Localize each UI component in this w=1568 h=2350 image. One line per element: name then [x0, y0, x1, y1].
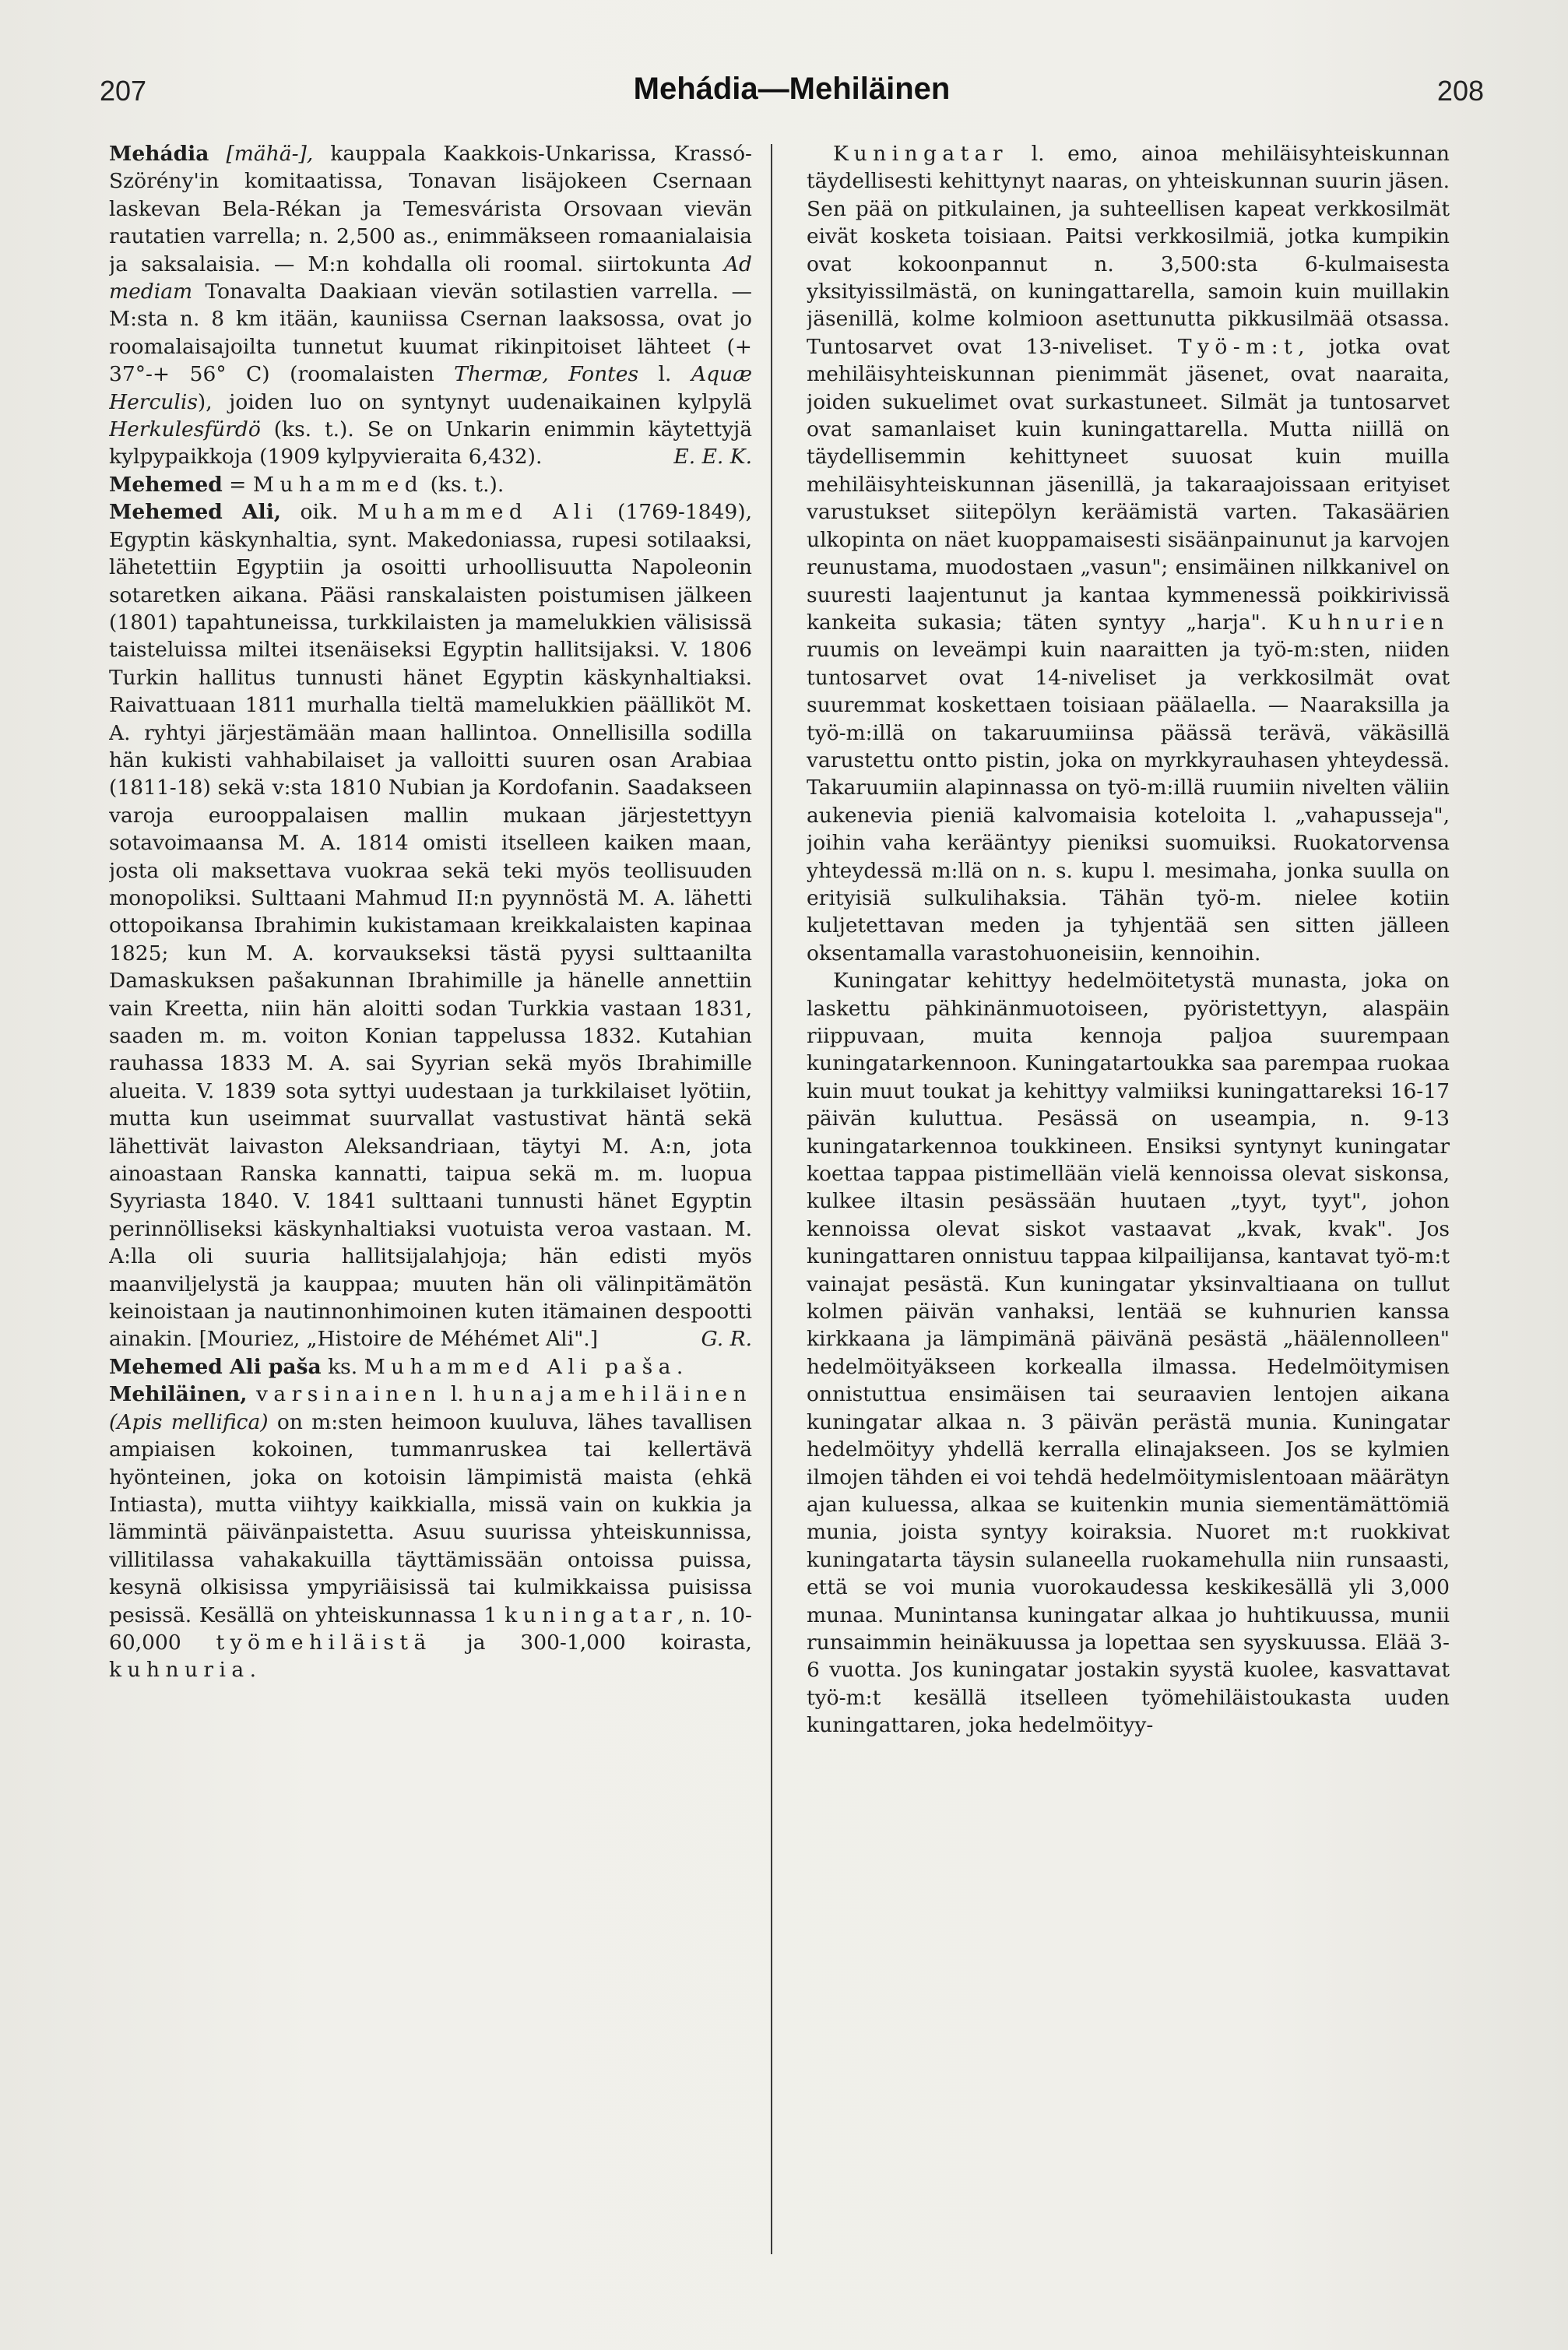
entry-text: .: [676, 1354, 684, 1379]
entry-text: on m:sten heimoon kuuluva, lähes tavallisen ampiaisen kokoinen, tummanruskea tai kellertävä hyönteinen, joka on kotoisin lämpimistä maista (ehkä Intiasta), mutta viihtyy kaikkialla, missä vain on kukkia ja lämmintä päivänpaistetta. Asuu suurissa yhteiskunnissa, villitilassa vahakakuilla täyttämissään ontoissa puissa, kesynä olkisissa ympyriäisissä tai kulmikkaissa puisissa pesissä. Kesällä on yhteiskunnassa 1: [109, 1409, 752, 1627]
paragraph-kuningatar: [807, 140, 1450, 967]
spaced-term: työmehiläistä: [216, 1630, 432, 1655]
entry-text: =: [222, 472, 253, 497]
entry-text: l.: [441, 1382, 473, 1407]
entry-text: , n. 10-60,000: [109, 1602, 752, 1655]
latin-term: Aquæ Herculis: [109, 362, 752, 414]
latin-term: Thermæ, Fontes: [454, 362, 639, 387]
cross-reference: Muhammed: [252, 472, 424, 497]
spaced-term: kuningatar: [505, 1602, 677, 1627]
latin-species: (Apis mellifica): [109, 1409, 269, 1434]
entry-text: ), joiden luo on syntynyt uudenaikainen kylpylä: [197, 389, 752, 414]
entry-mehadia: [109, 140, 752, 471]
entry-text: Tonavalta Daakiaan vievän sotilastien varrella. — M:sta n. 8 km itään, kauniissa Csernan laaksossa, ovat jo roomalaisajoilta tunnetut kuumat rikinpitoiset lähteet (+ 37°-+ 56° C) (roomalaisten: [109, 280, 752, 387]
headword: Mehádia: [109, 142, 209, 166]
paragraph-kehitys: Kuningatar kehittyy hedelmöitetystä munasta, joka on laskettu pähkinänmuotoiseen, pyöristettyyn, alaspäin riippuvaan, muita kennoja paljoa suurempaan kuningatarkennoon. Kuningatartoukka saa parempaa ruokaa kuin muut toukat ja kehittyy valmiiksi kuningattareksi 16-17 päivän kuluttua. Pesässä on useampia, n. 9-13 kuningatarkennoa toukkineen. Ensiksi syntynyt kuningatar koettaa tappaa pistimellään vielä kennoissa olevat siskonsa, kulkee iltasin pesässään huutaen „tyyt, tyyt", johon kennoissa olevat siskot vastaavat „kvak, kvak". Jos kuningattaren onnistuu tappaa kilpailijansa, kantavat työ-m:t vainajat pesästä. Kun kuningatar yksinvaltiaana on tullut kolmen päivän vanhaksi, lentää se kuhnurien kanssa kirkkaana ja lämpimänä päivänä pesästä „häälennolleen" hedelmöityäkseen korkealla ilmassa. Hedelmöitymisen onnistuttua ensimäisen tai seuraavien lentojen aikana kuningatar alkaa n. 3 päivän perästä munia. Kuningatar hedelmöityy yhdellä kerralla elinajakseen. Jos se kylmien ilmojen tähden ei voi tehdä hedelmöitymislentoaan määrätyn ajan kuluessa, alkaa se kuitenkin munia siementämättömiä munia, joista syntyy koiraksia. Nuoret m:t ruokkivat kuningatarta täysin sulaneella ruokamehulla niin runsaasti, että se voi munia vuorokaudessa keskikesällä yli 3,000 munaa. Munintansa kuningatar alkaa jo huhtikuussa, munii runsaimmin heinäkuussa ja lopettaa sen syyskuussa. Elää 3-6 vuotta. Jos kuningatar jostakin syystä kuolee, kasvattavat työ-m:t kesällä itselleen työmehiläistoukasta uuden kuningattaren, joka hedelmöityy-: [807, 969, 1450, 1738]
entry-text: oik.: [280, 500, 357, 525]
entry-mehemed: [109, 471, 752, 498]
right-column: [807, 140, 1450, 2266]
entry-text: ks.: [321, 1354, 364, 1379]
spaced-name: Muhammed Ali: [357, 500, 599, 525]
entry-mehilainen: [109, 1381, 752, 1683]
page-header: [100, 72, 1484, 121]
author-signature: E. E. K.: [673, 445, 752, 470]
cross-reference: Muhammed Ali paša: [364, 1354, 677, 1379]
spaced-term: varsinainen: [256, 1382, 442, 1407]
entry-text: ruumis on leveämpi kuin naaraitten ja työ-m:sten, niiden tuntosarvet ovat 14-niveliset ja verkkosilmät ovat suuremmat koskettaen toisiaan päälaella. — Naaraksilla ja työ-m:illä on takaruumiinsa päässä terävä, väkäsillä varustettu ontto pistin, joka on myrkkyrauhasen yhteydessä. Takaruumiin alapinnassa on työ-m:illä ruumiin nivelten väliin aukenevia pieniä kalvomaisia koteloita l. „vahapusseja", joihin vaha kerääntyy pieniksi suomuiksi. Ruokatorvensa yhteydessä m:llä on n. s. kupu l. mesimaha, jonka suulla on erityisiä sulkulihaksia. Tähän työ-m. nielee kotiin kuljetettavan meden ja tyhjentää sen sitten jälleen oksentamalla varastohuoneisiin, kennoihin.: [807, 638, 1450, 966]
entry-text: kauppala Kaakkois-Unkarissa, Krassó-Szörény'in komitaatissa, Tonavan lisäjokeen Csernaan laskevan Bela-Rékan ja Temesvárista Orsovaan vievän rautatien varrella; n. 2,500 as., enimmäkseen romaanialaisia ja saksalaisia. — M:n kohdalla oli roomal. siirtokunta: [109, 142, 752, 276]
spaced-term: kuhnuria: [109, 1658, 250, 1683]
entry-text: ja 300-1,000 koirasta,: [431, 1630, 752, 1655]
entry-text: (ks. t.).: [424, 472, 505, 497]
spaced-term: Kuningatar: [833, 142, 1008, 166]
headword: Mehiläinen,: [109, 1382, 248, 1407]
latin-term: Ad mediam: [109, 252, 752, 304]
entry-text: l.: [638, 362, 691, 387]
entry-mehemed-ali: [109, 498, 752, 1353]
headword: Mehemed: [109, 472, 223, 497]
headword: Mehemed Ali,: [109, 500, 281, 525]
spaced-term: Työ-m:t: [1177, 334, 1299, 359]
headword: Mehemed Ali paša: [109, 1354, 322, 1379]
pronunciation: [mähä-],: [226, 142, 314, 166]
left-column: [109, 140, 752, 2266]
place-name: Herkulesfürdö: [109, 417, 261, 442]
entry-text: .: [249, 1658, 257, 1683]
spaced-term: hunajamehiläinen: [473, 1382, 752, 1407]
column-divider: [771, 144, 772, 2254]
page-number-right: 208: [1436, 75, 1484, 107]
author-signature: G. R.: [701, 1327, 752, 1352]
entry-text: l. emo, ainoa mehiläisyhteiskunnan täydellisesti kehittynyt naaras, on yhteiskunnan suurin jäsen. Sen pää on pitkulainen, ja suhteellisen kapeat verkkosilmät eivät kosketa toisiaan. Paitsi verkkosilmiä, jotka kumpikin ovat kokoonpannut n. 3,500:sta 6-kulmaisesta yksityissilmästä, on kuningattarella, samoin kuin muillakin jäsenillä, kolme kolmioon asettunutta pikkusilmää otsassa. Tuntosarvet ovat 13-niveliset.: [807, 142, 1450, 359]
entry-text: (1769-1849), Egyptin käskynhaltia, synt. Makedoniassa, rupesi sotilaaksi, lähetettiin Egyptiin ja osoitti urhoollisuutta Napoleonin sotaretken aikana. Pääsi ranskalaisten poistumisen jälkeen (1801) tapahtuneissa, turkkilaisten ja mamelukkien välisissä taisteluissa miltei itsenäiseksi Egyptin hallitsijaksi. V. 1806 Turkin hallitus tunnusti hänet Egyptin käskynhaltiaksi. Raivattuaan 1811 murhalla tieltä mamelukkien päälliköt M. A. ryhtyi järjestämään maan hallintoa. Onnellisilla sodilla hän kukisti vahhabilaiset ja valloitti suuren osan Arabiaa (1811-18) sekä v:sta 1810 Nubian ja Kordofanin. Saadakseen varoja eurooppalaisen mallin mukaan järjestettyyn sotavoimaansa M. A. 1814 omisti itselleen kaiken maan, josta oli maksettava vuokraa sekä teki myös teollisuuden monopoliksi. Sulttaani Mahmud II:n pyynnöstä M. A. lähetti ottopoikansa Ibrahimin kukistamaan kreikkalaisten kapinaa 1825; kun M. A. korvaukseksi tästä pyysi sulttaanilta Damaskuksen pašakunnan Ibrahimille ja hänelle annettiin vain Kreetta, niin hän aloitti sodan Turkkia vastaan 1831, saaden m. m. voiton Konian tappelussa 1832. Kutahian rauhassa 1833 M. A. sai Syyrian sekä myös Ibrahimille alueita. V. 1839 sota syttyi uudestaan ja turkkilaiset lyötiin, mutta kun useimmat suurvallat vastustivat häntä sekä lähettivät laivaston Aleksandriaan, täytyi M. A:n, jota ainoastaan Ranska kannatti, taipua sekä m. m. luopua Syyriasta 1840. V. 1841 sulttaani tunnusti hänet Egyptin perinnölliseksi käskynhaltiaksi vuotuista veroa vastaan. M. A:lla oli suuria hallitsijalahjoja; hän edisti myös maanviljelystä ja kauppaa; muuten hän oli välinpitämätön keinoistaan ja nautinnonhimoinen kuten itämainen despootti ainakin. [Mouriez, „Histoire de Méhémet Ali".]: [109, 500, 752, 1352]
entry-text: , jotka ovat mehiläisyhteiskunnan pienimmät jäsenet, ovat naaraita, joiden sukuelimet ovat surkastuneet. Silmät ja tuntosarvet ovat samanlaiset kuin kuningattarella. Mutta niillä on täydellisemmin kehittyneet suuosat kuin muilla mehiläisyhteiskunnan jäsenillä, ja takaraajoissaan erityiset varustukset siitepölyn keräämistä varten. Takasäärien ulkopinta on näet kuoppamaisesti sisäänpainunut ja karvojen reunustama, muodostaen „vasun"; ensimäinen nilkkanivel on suuresti laajentunut ja kantaa kymmenessä poikkirivissä kankeita sukasia; täten syntyy „harja".: [807, 334, 1450, 635]
entry-mehemed-ali-pasa: [109, 1353, 752, 1381]
running-head: Mehádia—Mehiläinen: [633, 72, 951, 106]
spaced-term: Kuhnurien: [1287, 610, 1450, 635]
entry-text: (ks. t.). Se on Unkarin enimmin käytettyjä kylpypaikkoja (1909 kylpyvieraita 6,432).: [109, 417, 752, 470]
page-number-left: 207: [100, 75, 147, 107]
